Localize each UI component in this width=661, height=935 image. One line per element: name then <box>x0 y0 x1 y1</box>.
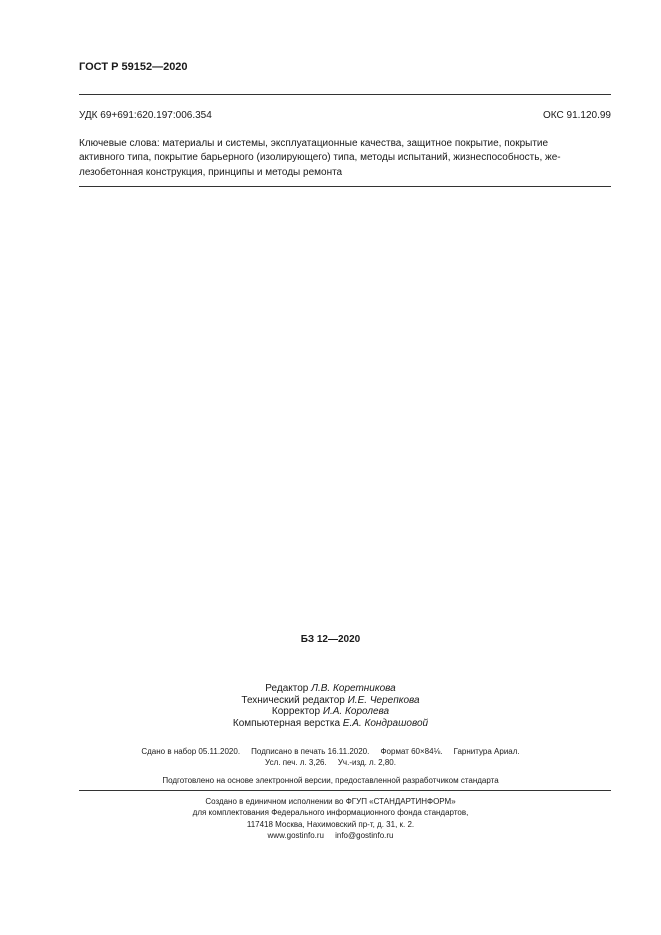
credit-role: Технический редактор <box>241 694 345 706</box>
classification-row <box>79 110 611 121</box>
keywords-line: лезобетонная конструкция, принципы и методы ремонта <box>79 166 343 178</box>
credit-name: Е.А. Кондрашовой <box>342 717 429 729</box>
credits-block <box>0 683 661 729</box>
keywords-line: Ключевые слова: материалы и системы, эксплуатационные качества, защитное покрытие, покрытие <box>79 138 549 149</box>
top-divider <box>79 94 611 95</box>
oks-code: ОКС 91.120.99 <box>543 110 611 121</box>
credit-role: Компьютерная верстка <box>232 717 341 729</box>
credit-role: Корректор <box>271 706 321 718</box>
credit-name: И.А. Королева <box>322 706 390 718</box>
credit-tech-editor <box>0 695 661 707</box>
keywords-line: активного типа, покрытие барьерного (изолирующего) типа, методы испытаний, жизнеспособность, же- <box>79 152 561 164</box>
bz-number: БЗ 12—2020 <box>300 634 361 645</box>
created-note <box>0 796 661 818</box>
credit-name: Л.В. Коретникова <box>311 683 396 694</box>
print-info-line: Усл. печ. л. 3,26. Уч.-изд. л. 2,80. <box>265 758 396 767</box>
address-line: 117418 Москва, Нахимовский пр-т, д. 31, к. 2. <box>246 820 415 829</box>
credit-name: И.Е. Черепкова <box>347 694 420 706</box>
print-info-line: Сдано в набор 05.11.2020. Подписано в печать 16.11.2020. Формат 60×84⅛. Гарнитура Ариал. <box>141 747 520 756</box>
credit-proofreader <box>0 706 661 718</box>
prepared-note: Подготовлено на основе электронной версии, предоставленной разработчиком стандарта <box>162 776 499 785</box>
udk-code: УДК 69+691:620.197:006.354 <box>79 110 212 121</box>
created-line: Создано в единичном исполнении во ФГУП «СТАНДАРТИНФОРМ» <box>205 797 456 806</box>
keywords-block <box>79 137 611 180</box>
print-info <box>0 746 661 768</box>
credit-role: Редактор <box>265 683 309 694</box>
keywords-divider <box>79 186 611 187</box>
credit-editor <box>0 683 661 695</box>
created-line: для комплектования Федерального информационного фонда стандартов, <box>192 808 469 817</box>
standard-code: ГОСТ Р 59152—2020 <box>79 61 188 73</box>
contact-line: www.gostinfo.ru info@gostinfo.ru <box>267 830 394 840</box>
bottom-divider <box>79 790 611 791</box>
credit-layout <box>0 718 661 730</box>
publisher-address <box>0 820 661 841</box>
